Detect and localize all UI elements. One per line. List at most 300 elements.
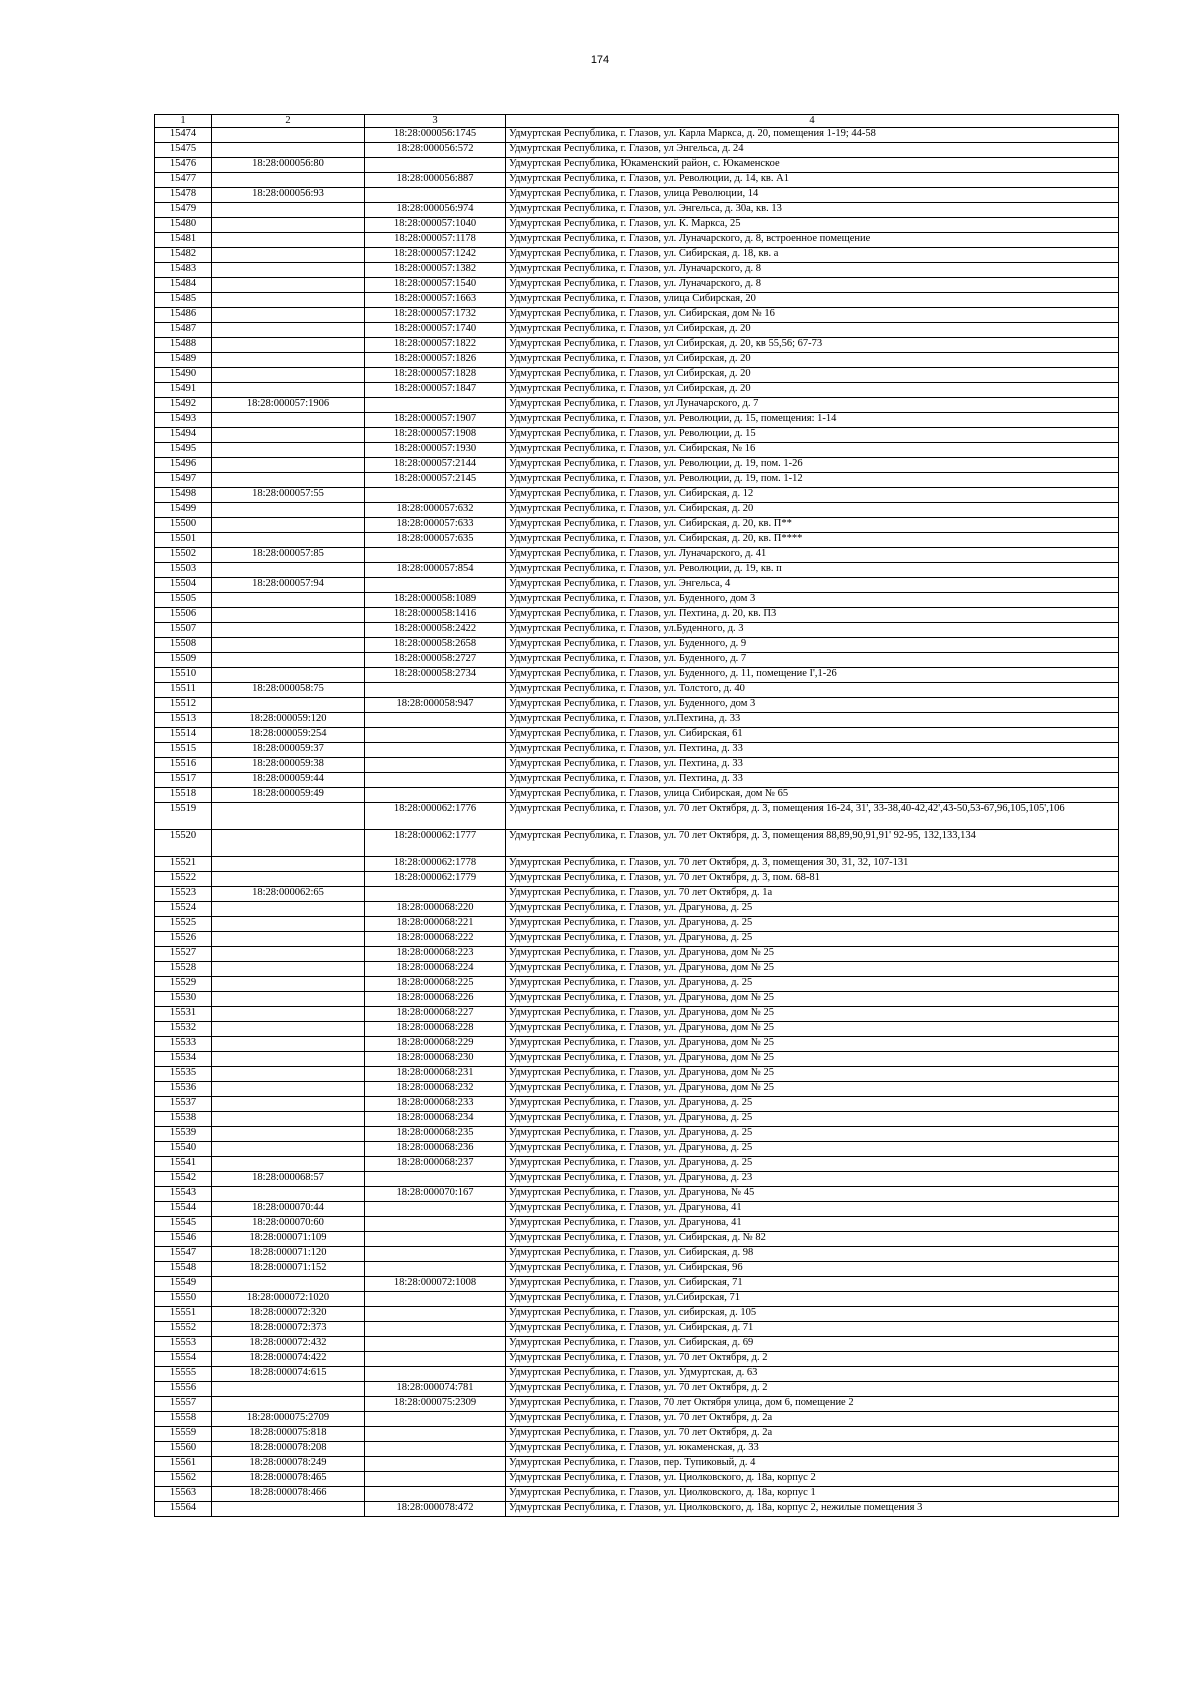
cadastral-number-land-cell: 18:28:000056:80 (212, 158, 365, 173)
address-cell: Удмуртская Республика, г. Глазов, ул. Драгунова, 41 (506, 1202, 1119, 1217)
cadastral-number-building-cell: 18:28:000058:1416 (365, 608, 506, 623)
cadastral-number-building-cell: 18:28:000074:781 (365, 1382, 506, 1397)
cadastral-number-building-cell: 18:28:000068:221 (365, 917, 506, 932)
address-cell: Удмуртская Республика, г. Глазов, ул. Революции, д. 15, помещения: 1-14 (506, 413, 1119, 428)
row-number-cell: 15563 (155, 1487, 212, 1502)
address-cell: Удмуртская Республика, г. Глазов, ул Луначарского, д. 7 (506, 398, 1119, 413)
address-cell: Удмуртская Республика, г. Глазов, ул Сибирская, д. 20, кв 55,56; 67-73 (506, 338, 1119, 353)
cadastral-number-land-cell: 18:28:000074:615 (212, 1367, 365, 1382)
row-number-cell: 15513 (155, 713, 212, 728)
row-number-cell: 15539 (155, 1127, 212, 1142)
cadastral-number-building-cell (365, 1247, 506, 1262)
cadastral-number-building-cell: 18:28:000068:228 (365, 1022, 506, 1037)
row-number-cell: 15546 (155, 1232, 212, 1247)
table-row (155, 293, 1119, 308)
address-cell: Удмуртская Республика, г. Глазов, улица Сибирская, дом № 65 (506, 788, 1119, 803)
address-cell: Удмуртская Республика, г. Глазов, ул. 70 лет Октября, д. 2а (506, 1412, 1119, 1427)
cadastral-number-land-cell (212, 278, 365, 293)
cadastral-number-land-cell (212, 1097, 365, 1112)
cadastral-number-land-cell (212, 263, 365, 278)
table-row (155, 932, 1119, 947)
table-row (155, 203, 1119, 218)
row-number-cell: 15549 (155, 1277, 212, 1292)
cadastral-number-building-cell (365, 488, 506, 503)
address-cell: Удмуртская Республика, г. Глазов, ул. Сибирская, д. 71 (506, 1322, 1119, 1337)
table-row (155, 1427, 1119, 1442)
table-row (155, 233, 1119, 248)
cadastral-number-land-cell (212, 638, 365, 653)
table-row (155, 1487, 1119, 1502)
cadastral-number-land-cell: 18:28:000078:249 (212, 1457, 365, 1472)
address-cell: Удмуртская Республика, г. Глазов, ул. Буденного, д. 11, помещение I',1-26 (506, 668, 1119, 683)
address-cell: Удмуртская Республика, г. Глазов, ул. 70 лет Октября, д. 3, помещения 30, 31, 32, 107-131 (506, 857, 1119, 872)
cadastral-number-land-cell: 18:28:000072:373 (212, 1322, 365, 1337)
cadastral-number-land-cell (212, 992, 365, 1007)
row-number-cell: 15499 (155, 503, 212, 518)
table-row (155, 578, 1119, 593)
cadastral-number-building-cell: 18:28:000062:1778 (365, 857, 506, 872)
cadastral-number-building-cell (365, 1307, 506, 1322)
cadastral-number-building-cell: 18:28:000057:1822 (365, 338, 506, 353)
row-number-cell: 15498 (155, 488, 212, 503)
cadastral-number-land-cell (212, 1157, 365, 1172)
cadastral-number-building-cell: 18:28:000068:222 (365, 932, 506, 947)
cadastral-number-land-cell (212, 203, 365, 218)
cadastral-number-land-cell: 18:28:000057:1906 (212, 398, 365, 413)
table-row (155, 1397, 1119, 1412)
table-row (155, 1187, 1119, 1202)
row-number-cell: 15515 (155, 743, 212, 758)
cadastral-number-land-cell (212, 1022, 365, 1037)
cadastral-number-building-cell (365, 188, 506, 203)
cadastral-number-land-cell: 18:28:000058:75 (212, 683, 365, 698)
cadastral-number-building-cell: 18:28:000057:2144 (365, 458, 506, 473)
table-row (155, 383, 1119, 398)
cadastral-number-building-cell: 18:28:000068:227 (365, 1007, 506, 1022)
table-row (155, 638, 1119, 653)
row-number-cell: 15486 (155, 308, 212, 323)
row-number-cell: 15559 (155, 1427, 212, 1442)
cadastral-number-land-cell (212, 1082, 365, 1097)
cadastral-number-building-cell: 18:28:000078:472 (365, 1502, 506, 1517)
table-row (155, 188, 1119, 203)
cadastral-number-building-cell: 18:28:000057:1663 (365, 293, 506, 308)
cadastral-number-land-cell: 18:28:000072:1020 (212, 1292, 365, 1307)
cadastral-number-land-cell: 18:28:000059:38 (212, 758, 365, 773)
address-cell: Удмуртская Республика, г. Глазов, ул. Луначарского, д. 41 (506, 548, 1119, 563)
row-number-cell: 15536 (155, 1082, 212, 1097)
address-cell: Удмуртская Республика, г. Глазов, ул. 70 лет Октября, д. 2а (506, 1427, 1119, 1442)
address-cell: Удмуртская Республика, г. Глазов, ул. Карла Маркса, д. 20, помещения 1-19; 44-58 (506, 128, 1119, 143)
cadastral-number-building-cell: 18:28:000068:235 (365, 1127, 506, 1142)
table-row (155, 1322, 1119, 1337)
cadastral-number-land-cell (212, 608, 365, 623)
cadastral-number-land-cell: 18:28:000062:65 (212, 887, 365, 902)
cadastral-number-land-cell: 18:28:000072:320 (212, 1307, 365, 1322)
cadastral-number-building-cell: 18:28:000057:1828 (365, 368, 506, 383)
table-row (155, 158, 1119, 173)
table-row (155, 173, 1119, 188)
row-number-cell: 15506 (155, 608, 212, 623)
cadastral-number-building-cell: 18:28:000056:572 (365, 143, 506, 158)
cadastral-number-land-cell: 18:28:000071:109 (212, 1232, 365, 1247)
table-row (155, 1367, 1119, 1382)
table-row (155, 353, 1119, 368)
cadastral-number-land-cell (212, 353, 365, 368)
address-cell: Удмуртская Республика, г. Глазов, ул. 70 лет Октября, д. 3, помещения 16-24, 31', 33-38,40-42,42',43-50,53-67,96,105,105',106 (506, 803, 1119, 830)
address-cell: Удмуртская Республика, г. Глазов, ул. Буденного, дом 3 (506, 593, 1119, 608)
row-number-cell: 15533 (155, 1037, 212, 1052)
address-cell: Удмуртская Республика, г. Глазов, ул. Драгунова, д. 25 (506, 977, 1119, 992)
cadastral-number-land-cell: 18:28:000059:120 (212, 713, 365, 728)
row-number-cell: 15540 (155, 1142, 212, 1157)
address-cell: Удмуртская Республика, г. Глазов, ул. Сибирская, № 16 (506, 443, 1119, 458)
cadastral-number-building-cell: 18:28:000057:1382 (365, 263, 506, 278)
table-row (155, 1247, 1119, 1262)
cadastral-number-building-cell: 18:28:000057:854 (365, 563, 506, 578)
table-row (155, 872, 1119, 887)
row-number-cell: 15551 (155, 1307, 212, 1322)
row-number-cell: 15532 (155, 1022, 212, 1037)
table-row (155, 323, 1119, 338)
table-row (155, 488, 1119, 503)
table-row (155, 917, 1119, 932)
cadastral-number-building-cell: 18:28:000056:974 (365, 203, 506, 218)
address-cell: Удмуртская Республика, г. Глазов, ул. Драгунова, д. 25 (506, 902, 1119, 917)
cadastral-number-building-cell: 18:28:000075:2309 (365, 1397, 506, 1412)
cadastral-number-land-cell (212, 518, 365, 533)
row-number-cell: 15541 (155, 1157, 212, 1172)
table-row (155, 548, 1119, 563)
row-number-cell: 15497 (155, 473, 212, 488)
row-number-cell: 15523 (155, 887, 212, 902)
table-row (155, 992, 1119, 1007)
cadastral-number-land-cell (212, 323, 365, 338)
table-row (155, 857, 1119, 872)
address-cell: Удмуртская Республика, г. Глазов, ул. Драгунова, дом № 25 (506, 1052, 1119, 1067)
table-row (155, 1232, 1119, 1247)
row-number-cell: 15485 (155, 293, 212, 308)
cadastral-number-land-cell: 18:28:000056:93 (212, 188, 365, 203)
row-number-cell: 15504 (155, 578, 212, 593)
address-cell: Удмуртская Республика, г. Глазов, ул. Сибирская, д. 18, кв. а (506, 248, 1119, 263)
table-row (155, 398, 1119, 413)
cadastral-number-building-cell (365, 548, 506, 563)
table-row (155, 1472, 1119, 1487)
table-row (155, 593, 1119, 608)
cadastral-number-building-cell: 18:28:000062:1776 (365, 803, 506, 830)
cadastral-number-building-cell (365, 758, 506, 773)
row-number-cell: 15508 (155, 638, 212, 653)
cadastral-number-land-cell: 18:28:000059:254 (212, 728, 365, 743)
cadastral-number-building-cell: 18:28:000057:1847 (365, 383, 506, 398)
row-number-cell: 15512 (155, 698, 212, 713)
table-row (155, 1082, 1119, 1097)
cadastral-number-building-cell (365, 158, 506, 173)
cadastral-number-building-cell: 18:28:000058:947 (365, 698, 506, 713)
cadastral-number-building-cell: 18:28:000057:632 (365, 503, 506, 518)
cadastral-number-building-cell: 18:28:000058:2658 (365, 638, 506, 653)
cadastral-number-land-cell: 18:28:000078:208 (212, 1442, 365, 1457)
address-cell: Удмуртская Республика, г. Глазов, ул. 70 лет Октября, д. 2 (506, 1352, 1119, 1367)
table-row (155, 1157, 1119, 1172)
row-number-cell: 15547 (155, 1247, 212, 1262)
table-row (155, 1352, 1119, 1367)
address-cell: Удмуртская Республика, г. Глазов, ул. Сибирская, д. 69 (506, 1337, 1119, 1352)
cadastral-number-land-cell (212, 1187, 365, 1202)
row-number-cell: 15531 (155, 1007, 212, 1022)
cadastral-number-land-cell (212, 1142, 365, 1157)
row-number-cell: 15511 (155, 683, 212, 698)
cadastral-number-land-cell (212, 503, 365, 518)
cadastral-number-building-cell: 18:28:000057:1740 (365, 323, 506, 338)
table-row (155, 668, 1119, 683)
row-number-cell: 15525 (155, 917, 212, 932)
row-number-cell: 15529 (155, 977, 212, 992)
row-number-cell: 15553 (155, 1337, 212, 1352)
cadastral-number-land-cell (212, 458, 365, 473)
cadastral-number-building-cell: 18:28:000057:635 (365, 533, 506, 548)
address-cell: Удмуртская Республика, г. Глазов, ул. Революции, д. 19, кв. п (506, 563, 1119, 578)
address-cell: Удмуртская Республика, г. Глазов, ул. Драгунова, дом № 25 (506, 992, 1119, 1007)
address-cell: Удмуртская Республика, г. Глазов, ул. Драгунова, д. 25 (506, 1142, 1119, 1157)
cadastral-number-building-cell: 18:28:000062:1777 (365, 830, 506, 857)
column-header: 2 (212, 115, 365, 128)
cadastral-number-building-cell: 18:28:000068:236 (365, 1142, 506, 1157)
row-number-cell: 15481 (155, 233, 212, 248)
row-number-cell: 15555 (155, 1367, 212, 1382)
row-number-cell: 15493 (155, 413, 212, 428)
row-number-cell: 15503 (155, 563, 212, 578)
cadastral-number-building-cell (365, 1457, 506, 1472)
address-cell: Удмуртская Республика, г. Глазов, ул. Циолковского, д. 18а, корпус 2, нежилые помещения 3 (506, 1502, 1119, 1517)
address-cell: Удмуртская Республика, г. Глазов, пер. Тупиковый, д. 4 (506, 1457, 1119, 1472)
row-number-cell: 15562 (155, 1472, 212, 1487)
row-number-cell: 15509 (155, 653, 212, 668)
cadastral-number-land-cell (212, 428, 365, 443)
cadastral-number-land-cell (212, 857, 365, 872)
cadastral-number-land-cell (212, 1052, 365, 1067)
row-number-cell: 15516 (155, 758, 212, 773)
cadastral-number-land-cell (212, 977, 365, 992)
cadastral-number-land-cell (212, 653, 365, 668)
address-cell: Удмуртская Республика, г. Глазов, ул. Революции, д. 19, пом. 1-26 (506, 458, 1119, 473)
table-row (155, 263, 1119, 278)
cadastral-number-land-cell (212, 962, 365, 977)
cadastral-number-land-cell (212, 473, 365, 488)
address-cell: Удмуртская Республика, г. Глазов, ул. Драгунова, дом № 25 (506, 1022, 1119, 1037)
row-number-cell: 15495 (155, 443, 212, 458)
table-row (155, 1382, 1119, 1397)
cadastral-number-building-cell: 18:28:000056:887 (365, 173, 506, 188)
cadastral-number-building-cell: 18:28:000072:1008 (365, 1277, 506, 1292)
cadastral-number-building-cell (365, 1412, 506, 1427)
address-cell: Удмуртская Республика, г. Глазов, ул. Луначарского, д. 8 (506, 263, 1119, 278)
cadastral-number-land-cell (212, 1037, 365, 1052)
row-number-cell: 15557 (155, 1397, 212, 1412)
table-row (155, 278, 1119, 293)
table-row (155, 773, 1119, 788)
row-number-cell: 15490 (155, 368, 212, 383)
row-number-cell: 15478 (155, 188, 212, 203)
cadastral-number-building-cell: 18:28:000057:1732 (365, 308, 506, 323)
cadastral-number-land-cell (212, 932, 365, 947)
row-number-cell: 15514 (155, 728, 212, 743)
table-row (155, 308, 1119, 323)
table-row (155, 1037, 1119, 1052)
table-row (155, 1202, 1119, 1217)
address-cell: Удмуртская Республика, г. Глазов, ул. 70 лет Октября, д. 3, помещения 88,89,90,91,91' 92-95, 132,133,134 (506, 830, 1119, 857)
address-cell: Удмуртская Республика, г. Глазов, ул. Луначарского, д. 8 (506, 278, 1119, 293)
cadastral-number-building-cell (365, 788, 506, 803)
table-row (155, 902, 1119, 917)
cadastral-number-land-cell (212, 830, 365, 857)
table-row (155, 503, 1119, 518)
row-number-cell: 15526 (155, 932, 212, 947)
address-cell: Удмуртская Республика, г. Глазов, ул. Сибирская, д. 20, кв. П** (506, 518, 1119, 533)
cadastral-number-land-cell (212, 443, 365, 458)
table-row (155, 428, 1119, 443)
table-row (155, 473, 1119, 488)
cadastral-number-land-cell (212, 563, 365, 578)
cadastral-number-building-cell: 18:28:000068:233 (365, 1097, 506, 1112)
table-row (155, 698, 1119, 713)
address-cell: Удмуртская Республика, г. Глазов, ул. Удмуртская, д. 63 (506, 1367, 1119, 1382)
cadastral-number-land-cell: 18:28:000057:85 (212, 548, 365, 563)
row-number-cell: 15500 (155, 518, 212, 533)
cadastral-number-land-cell (212, 872, 365, 887)
cadastral-number-land-cell: 18:28:000078:466 (212, 1487, 365, 1502)
address-cell: Удмуртская Республика, г. Глазов, ул. Драгунова, дом № 25 (506, 962, 1119, 977)
cadastral-number-land-cell (212, 128, 365, 143)
cadastral-number-building-cell: 18:28:000057:1826 (365, 353, 506, 368)
cadastral-number-land-cell (212, 413, 365, 428)
table-row (155, 1442, 1119, 1457)
cadastral-number-land-cell (212, 368, 365, 383)
row-number-cell: 15528 (155, 962, 212, 977)
table-row (155, 803, 1119, 830)
row-number-cell: 15543 (155, 1187, 212, 1202)
address-cell: Удмуртская Республика, г. Глазов, ул.Сибирская, 71 (506, 1292, 1119, 1307)
row-number-cell: 15527 (155, 947, 212, 962)
address-cell: Удмуртская Республика, г. Глазов, ул. Пехтина, д. 33 (506, 758, 1119, 773)
table-row (155, 623, 1119, 638)
address-cell: Удмуртская Республика, г. Глазов, ул. Драгунова, д. 25 (506, 932, 1119, 947)
cadastral-number-land-cell (212, 668, 365, 683)
cadastral-number-building-cell (365, 728, 506, 743)
row-number-cell: 15524 (155, 902, 212, 917)
cadastral-number-building-cell (365, 1337, 506, 1352)
cadastral-number-building-cell: 18:28:000057:1178 (365, 233, 506, 248)
row-number-cell: 15484 (155, 278, 212, 293)
table-row (155, 788, 1119, 803)
address-cell: Удмуртская Республика, г. Глазов, ул Сибирская, д. 20 (506, 323, 1119, 338)
address-cell: Удмуртская Республика, г. Глазов, ул Сибирская, д. 20 (506, 353, 1119, 368)
table-row (155, 1337, 1119, 1352)
row-number-cell: 15521 (155, 857, 212, 872)
row-number-cell: 15475 (155, 143, 212, 158)
cadastral-number-building-cell: 18:28:000068:226 (365, 992, 506, 1007)
cadastral-number-land-cell: 18:28:000071:152 (212, 1262, 365, 1277)
table-row (155, 533, 1119, 548)
address-cell: Удмуртская Республика, г. Глазов, ул. юкаменская, д. 33 (506, 1442, 1119, 1457)
address-cell: Удмуртская Республика, г. Глазов, ул. Сибирская, 61 (506, 728, 1119, 743)
cadastral-number-building-cell (365, 1172, 506, 1187)
row-number-cell: 15522 (155, 872, 212, 887)
table-row (155, 1112, 1119, 1127)
row-number-cell: 15491 (155, 383, 212, 398)
address-cell: Удмуртская Республика, г. Глазов, ул. Драгунова, дом № 25 (506, 1007, 1119, 1022)
row-number-cell: 15530 (155, 992, 212, 1007)
table-row (155, 728, 1119, 743)
cadastral-number-building-cell: 18:28:000068:229 (365, 1037, 506, 1052)
cadastral-number-building-cell: 18:28:000070:167 (365, 1187, 506, 1202)
row-number-cell: 15494 (155, 428, 212, 443)
row-number-cell: 15502 (155, 548, 212, 563)
column-header: 1 (155, 115, 212, 128)
cadastral-number-land-cell: 18:28:000070:44 (212, 1202, 365, 1217)
address-cell: Удмуртская Республика, г. Глазов, ул. Революции, д. 14, кв. А1 (506, 173, 1119, 188)
cadastral-number-building-cell (365, 578, 506, 593)
table-row (155, 143, 1119, 158)
cadastral-number-building-cell (365, 1217, 506, 1232)
cadastral-number-building-cell: 18:28:000068:237 (365, 1157, 506, 1172)
table-row (155, 1457, 1119, 1472)
cadastral-number-building-cell: 18:28:000057:1930 (365, 443, 506, 458)
cadastral-number-land-cell (212, 1007, 365, 1022)
address-cell: Удмуртская Республика, г. Глазов, ул. сибирская, д. 105 (506, 1307, 1119, 1322)
cadastral-number-land-cell: 18:28:000075:2709 (212, 1412, 365, 1427)
address-cell: Удмуртская Республика, г. Глазов, ул. Сибирская, дом № 16 (506, 308, 1119, 323)
table-row (155, 128, 1119, 143)
address-cell: Удмуртская Республика, г. Глазов, ул. Толстого, д. 40 (506, 683, 1119, 698)
row-number-cell: 15496 (155, 458, 212, 473)
cadastral-number-building-cell: 18:28:000068:230 (365, 1052, 506, 1067)
column-header: 4 (506, 115, 1119, 128)
cadastral-number-land-cell (212, 218, 365, 233)
address-cell: Удмуртская Республика, г. Глазов, ул. Драгунова, д. 25 (506, 917, 1119, 932)
address-cell: Удмуртская Республика, г. Глазов, ул. Буденного, д. 7 (506, 653, 1119, 668)
table-row (155, 653, 1119, 668)
row-number-cell: 15488 (155, 338, 212, 353)
cadastral-number-land-cell (212, 1067, 365, 1082)
address-cell: Удмуртская Республика, Юкаменский район, с. Юкаменское (506, 158, 1119, 173)
address-cell: Удмуртская Республика, г. Глазов, ул. Драгунова, д. 25 (506, 1112, 1119, 1127)
table-row (155, 563, 1119, 578)
cadastral-number-land-cell (212, 293, 365, 308)
table-row (155, 608, 1119, 623)
cadastral-number-building-cell: 18:28:000058:2422 (365, 623, 506, 638)
cadastral-number-building-cell: 18:28:000068:225 (365, 977, 506, 992)
cadastral-number-land-cell (212, 917, 365, 932)
row-number-cell: 15552 (155, 1322, 212, 1337)
address-cell: Удмуртская Республика, г. Глазов, ул Сибирская, д. 20 (506, 383, 1119, 398)
row-number-cell: 15535 (155, 1067, 212, 1082)
cadastral-number-building-cell: 18:28:000057:1040 (365, 218, 506, 233)
cadastral-number-building-cell (365, 1472, 506, 1487)
address-cell: Удмуртская Республика, г. Глазов, ул. Драгунова, д. 25 (506, 1097, 1119, 1112)
cadastral-number-land-cell (212, 533, 365, 548)
table-row (155, 1067, 1119, 1082)
cadastral-number-building-cell: 18:28:000057:1540 (365, 278, 506, 293)
cadastral-number-building-cell: 18:28:000068:220 (365, 902, 506, 917)
address-cell: Удмуртская Республика, г. Глазов, ул.Пехтина, д. 33 (506, 713, 1119, 728)
cadastral-number-land-cell: 18:28:000068:57 (212, 1172, 365, 1187)
row-number-cell: 15517 (155, 773, 212, 788)
cadastral-number-building-cell: 18:28:000068:231 (365, 1067, 506, 1082)
address-cell: Удмуртская Республика, г. Глазов, ул. Драгунова, д. 25 (506, 1127, 1119, 1142)
cadastral-number-land-cell (212, 623, 365, 638)
